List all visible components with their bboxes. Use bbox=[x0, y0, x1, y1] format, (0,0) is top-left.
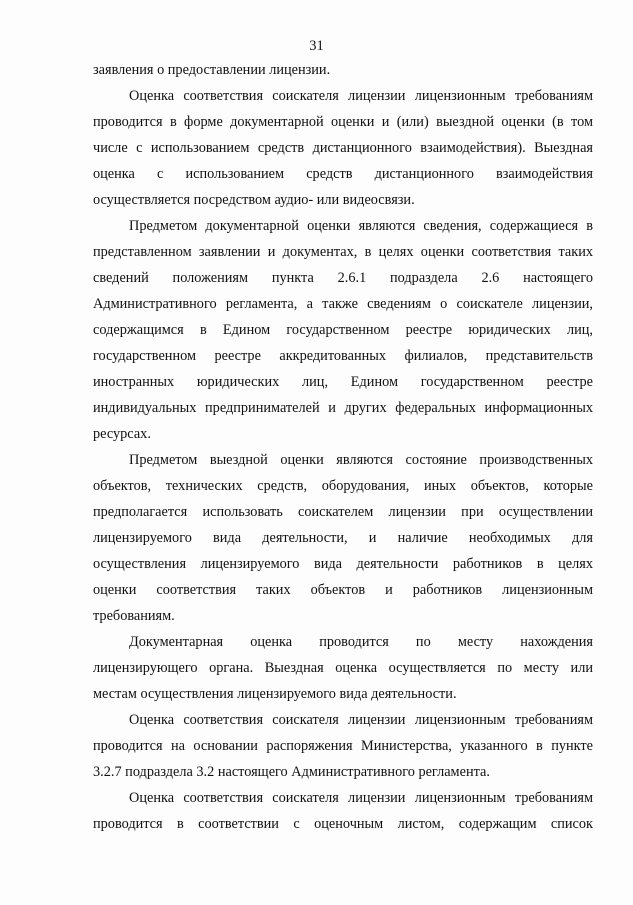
text-line: требованиям. bbox=[93, 608, 175, 624]
paragraph-first-line: Предметом выездной оценки являются состояние производственных bbox=[129, 452, 593, 468]
text-line: местам осуществления лицензируемого вида деятельности. bbox=[93, 686, 457, 702]
text-line: ресурсах. bbox=[93, 426, 151, 442]
text-line: содержащимся в Едином государственном реестре юридических лиц, bbox=[93, 322, 593, 338]
text-line: представленном заявлении и документах, в целях оценки соответствия таких bbox=[93, 244, 593, 260]
text-line: оценки соответствия таких объектов и работников лицензионным bbox=[93, 582, 593, 598]
text-line: числе с использованием средств дистанционного взаимодействия). Выездная bbox=[93, 140, 593, 156]
text-line: заявления о предоставлении лицензии. bbox=[93, 62, 331, 78]
text-line: лицензируемого вида деятельности, и наличие необходимых для bbox=[93, 530, 593, 546]
paragraph-first-line: Оценка соответствия соискателя лицензии лицензионным требованиям bbox=[129, 790, 593, 806]
paragraph-first-line: Оценка соответствия соискателя лицензии лицензионным требованиям bbox=[129, 88, 593, 104]
text-line: иностранных юридических лиц, Едином государственном реестре bbox=[93, 374, 593, 390]
text-line: проводится в форме документарной оценки и (или) выездной оценки (в том bbox=[93, 114, 593, 130]
text-line: объектов, технических средств, оборудования, иных объектов, которые bbox=[93, 478, 593, 494]
text-line: индивидуальных предпринимателей и других федеральных информационных bbox=[93, 400, 593, 416]
text-line: предполагается использовать соискателем лицензии при осуществлении bbox=[93, 504, 593, 520]
paragraph-first-line: Оценка соответствия соискателя лицензии лицензионным требованиям bbox=[129, 712, 593, 728]
text-line: 3.2.7 подраздела 3.2 настоящего Административного регламента. bbox=[93, 764, 490, 780]
text-line: лицензирующего органа. Выездная оценка осуществляется по месту или bbox=[93, 660, 593, 676]
page-number: 31 bbox=[309, 38, 324, 54]
text-line: проводится на основании распоряжения Министерства, указанного в пункте bbox=[93, 738, 593, 754]
text-line: сведений положениям пункта 2.6.1 подраздела 2.6 настоящего bbox=[93, 270, 593, 286]
paragraph-first-line: Предметом документарной оценки являются сведения, содержащиеся в bbox=[129, 218, 593, 234]
text-line: осуществляется посредством аудио- или видеосвязи. bbox=[93, 192, 415, 208]
text-line: государственном реестре аккредитованных филиалов, представительств bbox=[93, 348, 593, 364]
paragraph-first-line: Документарная оценка проводится по месту нахождения bbox=[129, 634, 593, 650]
text-line: Административного регламента, а также сведениям о соискателе лицензии, bbox=[93, 296, 593, 312]
text-line: осуществления лицензируемого вида деятельности работников в целях bbox=[93, 556, 593, 572]
text-line: проводится в соответствии с оценочным листом, содержащим список bbox=[93, 816, 593, 832]
text-line: оценка с использованием средств дистанционного взаимодействия bbox=[93, 166, 593, 182]
